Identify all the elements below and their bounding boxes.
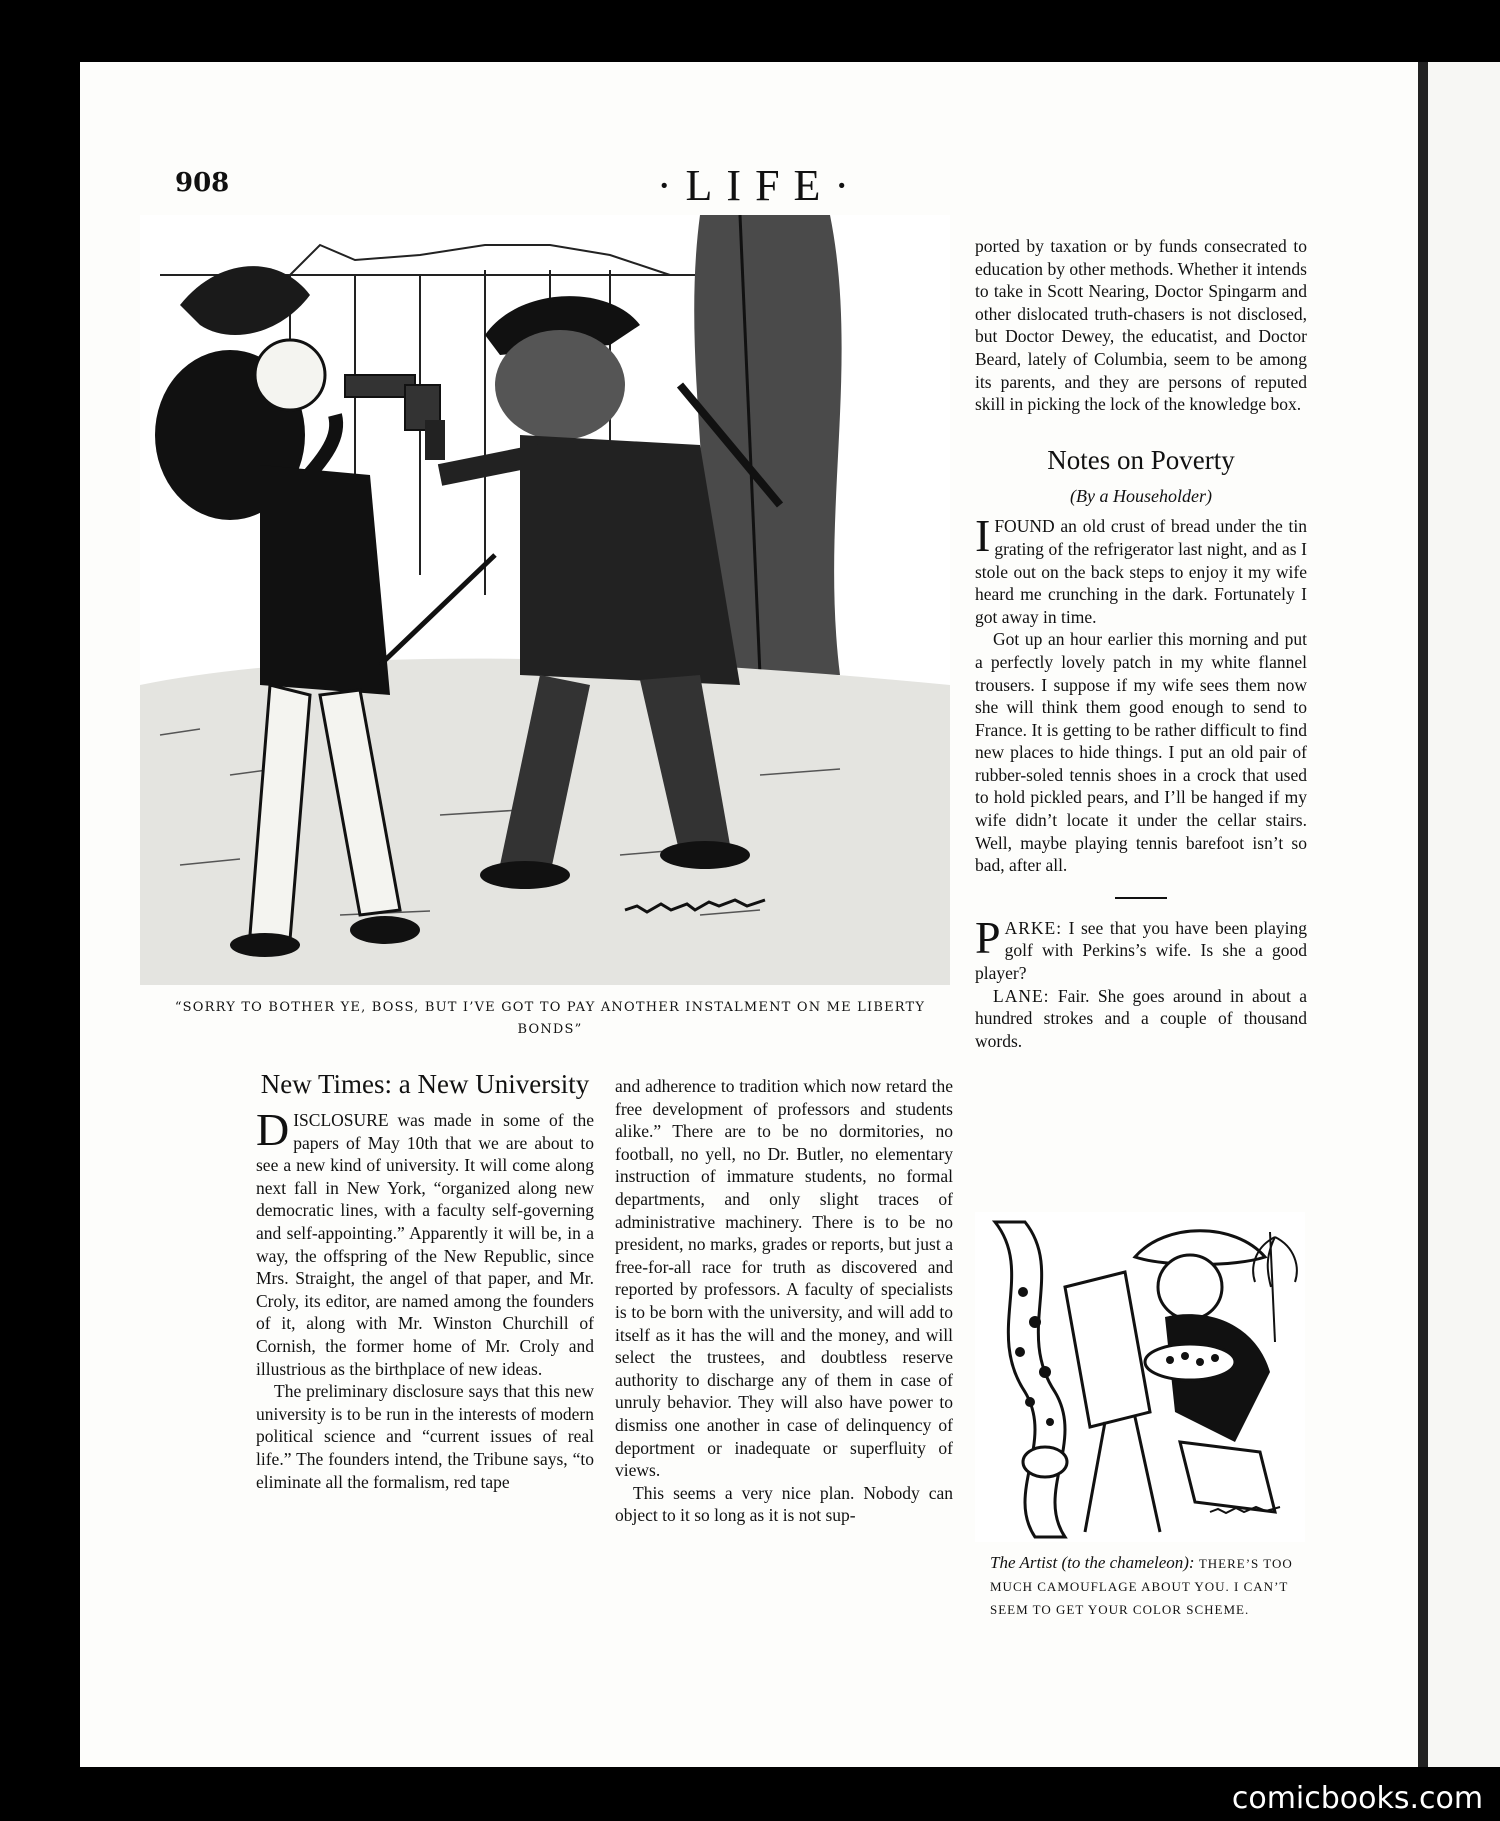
dropcap: D bbox=[256, 1104, 290, 1155]
article-university-paragraph-3: and adherence to tradition which now retard the free development of professors and students alike.” There are to be no dormitories, no football, no yell, no Dr. Butler, no elementary instruction of immature students, no formal departments, and only slight traces of administrative machinery. There is to be no president, no marks, grades or reports, but just a free-for-all race for truth as discovered and reported by professors. A faculty of specialists is to be born with the university, and will add to itself as it has the will and the money, and will select the trustees, and doubtless reserve authority to discharge any of them in case of unruly behavior. They will also have power to dismiss one another in case of delinquency of deportment or inadequate or superfluity of views. bbox=[615, 1076, 953, 1481]
article-university-paragraph-2: The preliminary disclosure says that this new university is to be run in the interests of modern political science and “current issues of real life.” The founders intend, the Tribune says, “to eliminate all the formalism, red tape bbox=[256, 1381, 594, 1492]
robbery-cartoon-illustration bbox=[140, 215, 950, 985]
section-divider bbox=[1115, 897, 1167, 899]
chameleon-painter-illustration bbox=[975, 1212, 1305, 1542]
main-cartoon bbox=[140, 215, 950, 985]
article-university-paragraph-5: ported by taxation or by funds consecrated to education by other methods. Whether it intends to take in Scott Nearing, Doctor Spingarm and other dislocated truth-chasers is not disclosed, but Doctor Dewey, the educatist, and Doctor Beard, lately of Columbia, seem to be among its parents, and they are persons of reputed skill in picking the lock of the knowledge box. bbox=[975, 236, 1307, 415]
column-1 bbox=[256, 1068, 594, 1493]
caption-text: THERE’S TOO MUCH CAMOUFLAGE ABOUT YOU. I CAN’T SEEM TO GET YOUR COLOR SCHEME. bbox=[990, 1556, 1293, 1617]
watermark: comicbooks.com bbox=[1215, 1777, 1500, 1821]
main-cartoon-caption: “SORRY TO BOTHER YE, BOSS, BUT I’VE GOT TO PAY ANOTHER INSTALMENT ON ME LIBERTY BONDS” bbox=[174, 1000, 926, 1037]
dropcap: P bbox=[975, 911, 1001, 963]
column-2 bbox=[615, 1075, 953, 1527]
dialogue-lane: LANE: Fair. She goes around in about a hundred strokes and a couple of thousand words. bbox=[975, 985, 1308, 1051]
headline-new-university: New Times: a New University bbox=[260, 1069, 590, 1099]
article-university-paragraph-1: DISCLOSURE was made in some of the papers of May 10th that we are about to see a new kind of university. It will come along next fall in New York, “organized along new democratic lines, with a faculty self-governing and self-appointing.” Apparently it will be, in a way, the offspring of the New Republic, since Mrs. Straight, the angel of that paper, and Mr. Croly, its editor, are named among the founders of it, along with Mr. Winston Churchill of Cornish, the former home of Mr. Croly and illustrious as the birthplace of new ideas. bbox=[256, 1104, 594, 1379]
masthead: ·LIFE· bbox=[656, 161, 864, 210]
artist-cartoon-caption bbox=[990, 1552, 1310, 1621]
article-poverty-paragraph-2: Got up an hour earlier this morning and put a perfectly lovely patch in my white flannel trousers. I suppose if my wife sees them now she will think them good enough to send to France. It is getting to be rather difficult to find new places to hide things. I put an old pair of rubber-soled tennis shoes in a crock that used to hold pickled pears, and I’ll be hanged if my wife didn’t locate it under the cellar stairs. Well, maybe playing tennis barefoot isn’t so bad, after all. bbox=[975, 629, 1307, 876]
artist-cartoon bbox=[975, 1212, 1305, 1542]
article-poverty-paragraph-1: IFOUND an old crust of bread under the tin grating of the refrigerator last night, and as I stole out on the back steps to enjoy it my wife heard me crunching in the dark. Fortunately I got away in time. bbox=[975, 510, 1307, 627]
dialogue-parke: PARKE: I see that you have been playing golf with Perkins’s wife. Is she a good player? bbox=[975, 911, 1307, 984]
page-number: 908 bbox=[175, 168, 230, 198]
byline: (By a Householder) bbox=[1070, 485, 1212, 506]
dropcap: I bbox=[975, 510, 991, 562]
column-3 bbox=[975, 235, 1307, 1052]
article-university-paragraph-4: This seems a very nice plan. Nobody can object to it so long as it is not sup- bbox=[615, 1482, 953, 1526]
facing-page-edge bbox=[1428, 62, 1500, 1767]
caption-lead: The Artist (to the chameleon): bbox=[990, 1553, 1195, 1572]
revolver bbox=[345, 375, 445, 460]
headline-notes-on-poverty: Notes on Poverty bbox=[1047, 444, 1235, 475]
